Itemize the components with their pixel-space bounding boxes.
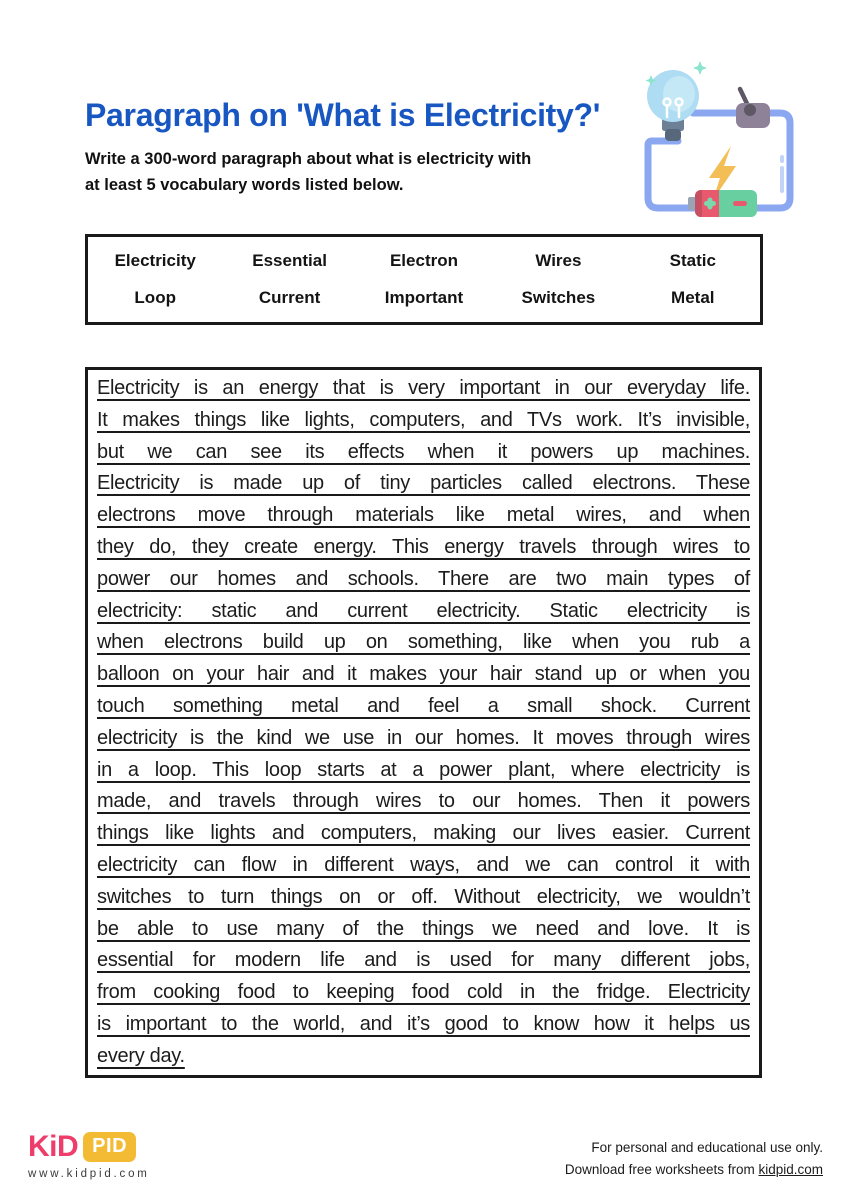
logo-kid-text: KiD — [28, 1130, 79, 1163]
paragraph-line: touch something metal and feel a small shock. Current — [97, 694, 750, 717]
vocab-word-switches: Switches — [521, 287, 596, 307]
instructions-line-2: at least 5 vocabulary words listed below. — [85, 176, 404, 194]
paragraph-line: essential for modern life and is used for many different jobs, — [97, 949, 750, 972]
paragraph-line: It makes things like lights, computers, and TVs work. It’s invisible, — [97, 408, 750, 431]
page-title: Paragraph on 'What is Electricity?' — [85, 97, 601, 133]
paragraph-line: they do, they create energy. This energy travels through wires to — [97, 535, 750, 558]
logo-pid-badge: PID — [83, 1132, 136, 1162]
paragraph-line: be able to use many of the things we need and love. It is — [97, 917, 750, 940]
vocab-word-electricity: Electricity — [114, 251, 196, 271]
circuit-svg — [643, 60, 808, 238]
instructions — [85, 146, 645, 198]
vocabulary-table — [85, 234, 763, 325]
paragraph-line: power our homes and schools. There are two main types of — [97, 567, 750, 590]
usage-note-line2-prefix: Download free worksheets from — [564, 1161, 759, 1177]
battery-icon — [688, 190, 757, 217]
paragraph-line: electricity: static and current electricity. Static electricity is — [97, 599, 750, 622]
paragraph-line: Electricity is an energy that is very important in our everyday life. — [97, 377, 750, 399]
vocab-word-loop: Loop — [134, 287, 176, 307]
vocab-word-electron: Electron — [389, 251, 458, 271]
vocab-word-essential: Essential — [252, 251, 327, 271]
kidpid-link[interactable]: kidpid.com — [758, 1161, 823, 1177]
paragraph-line: is important to the world, and it’s good to know how it helps us — [97, 1012, 750, 1035]
paragraph-line: electricity can flow in different ways, and we can control it with — [97, 853, 750, 876]
paragraph-line: but we can see its effects when it powers up machines. — [97, 440, 750, 463]
paragraph-line: from cooking food to keeping food cold in the fridge. Electricity — [97, 981, 750, 1004]
vocab-word-current: Current — [258, 287, 321, 307]
paragraph-line: electrons move through materials like metal wires, and when — [97, 504, 750, 527]
circuit-illustration — [643, 60, 808, 238]
paragraph-line: in a loop. This loop starts at a power plant, where electricity is — [97, 758, 750, 781]
paragraph-line: electricity is the kind we use in our homes. It moves through wires — [97, 726, 750, 749]
usage-note — [565, 1137, 823, 1180]
paragraph-line: when electrons build up on something, like when you rub a — [97, 631, 750, 654]
instructions-line-1: Write a 300-word paragraph about what is electricity with — [85, 150, 532, 168]
vocab-word-metal: Metal — [671, 287, 715, 307]
switch-icon — [736, 89, 770, 128]
paragraph-line: things like lights and computers, making our lives easier. Current — [97, 822, 750, 845]
vocab-word-wires: Wires — [535, 251, 582, 271]
paragraph-line: switches to turn things on or off. Without electricity, we wouldn’t — [97, 885, 750, 908]
worksheet-paragraph-box — [85, 367, 762, 1078]
vocab-word-static: Static — [669, 251, 716, 271]
paragraph-line-last: every day. — [97, 1044, 185, 1067]
paragraph-line: balloon on your hair and it makes your hair stand up or when you — [97, 663, 750, 686]
paragraph-line: made, and travels through wires to our homes. Then it powers — [97, 790, 750, 813]
usage-note-line1: For personal and educational use only. — [591, 1140, 823, 1155]
paragraph-line: Electricity is made up of tiny particles called electrons. These — [97, 472, 750, 495]
kidpid-logo — [28, 1130, 150, 1180]
vocab-word-important: Important — [384, 287, 464, 307]
usage-note-line2 — [565, 1159, 823, 1181]
website-url: www.kidpid.com — [28, 1168, 150, 1180]
